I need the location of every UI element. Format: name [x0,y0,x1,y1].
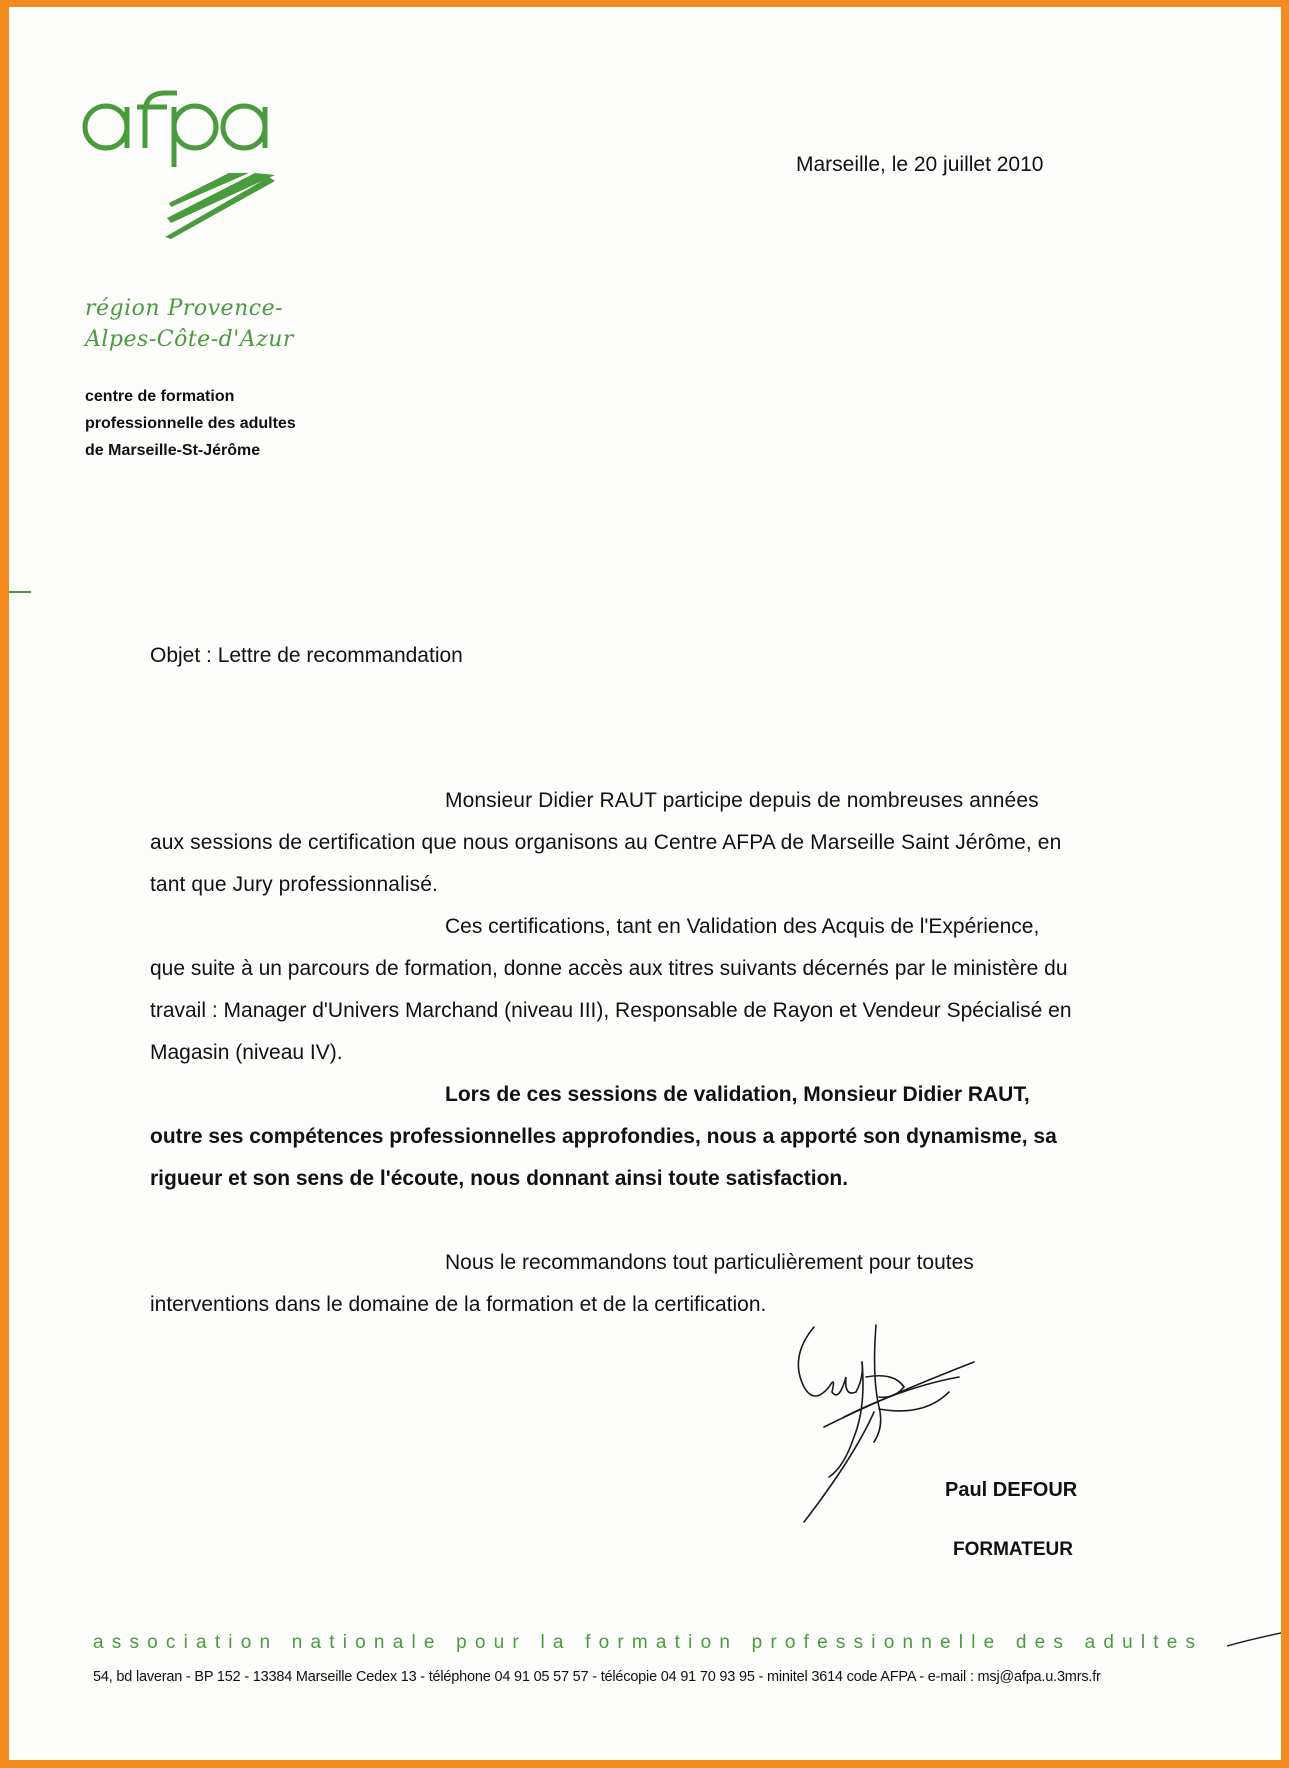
letter-body [150,780,1075,1326]
afpa-logo [79,85,319,275]
signatory-name: Paul DEFOUR [945,1479,1078,1501]
paragraph-4: Nous le recommandons tout particulièrement pour toutes interventions dans le domaine de la formation et de la certification. [150,1251,974,1316]
scan-mark [1227,1629,1281,1649]
fold-mark [9,591,31,593]
centre-line-2: professionnelle des adultes [85,415,296,432]
paragraph-3: Lors de ces sessions de validation, Monsieur Didier RAUT, outre ses compétences professionnelles approfondies, nous a apporté son dynamisme, sa rigueur et son sens de l'écoute, nous donnant ainsi toute satisfaction. [150,1083,1057,1190]
signatory-title: FORMATEUR [953,1539,1073,1560]
region-label [85,293,294,355]
region-line-2: Alpes-Côte-d'Azur [85,327,294,352]
region-line-1: région Provence- [85,296,284,321]
paragraph-gap [150,1200,1075,1242]
paragraph-1: Monsieur Didier RAUT participe depuis de nombreuses années aux sessions de certification que nous organisons au Centre AFPA de Marseille Saint Jérôme, en tant que Jury professionnalisé. [150,789,1062,896]
paragraph-2: Ces certifications, tant en Validation des Acquis de l'Expérience, que suite à un parcours de formation, donne accès aux titres suivants décernés par le ministère du travail : Manager d'Univers Marchand (niveau III), Responsable de Rayon et Vendeur Spécialisé en Magasin (niveau IV). [150,915,1072,1064]
centre-line-1: centre de formation [85,388,235,405]
footer-association: association nationale pour la formation professionnelle des adultes [93,1632,1204,1653]
centre-line-3: de Marseille-St-Jérôme [85,442,261,459]
centre-address [85,383,296,464]
letter-subject: Objet : Lettre de recommandation [150,644,463,667]
letter-page [9,7,1281,1760]
letter-date: Marseille, le 20 juillet 2010 [796,153,1044,176]
footer-address: 54, bd laveran - BP 152 - 13384 Marseille Cedex 13 - téléphone 04 91 05 57 57 - télécopie 04 91 70 93 95 - minitel 3614 code AFPA - e-mail : msj@afpa.u.3mrs.fr [93,1669,1101,1685]
